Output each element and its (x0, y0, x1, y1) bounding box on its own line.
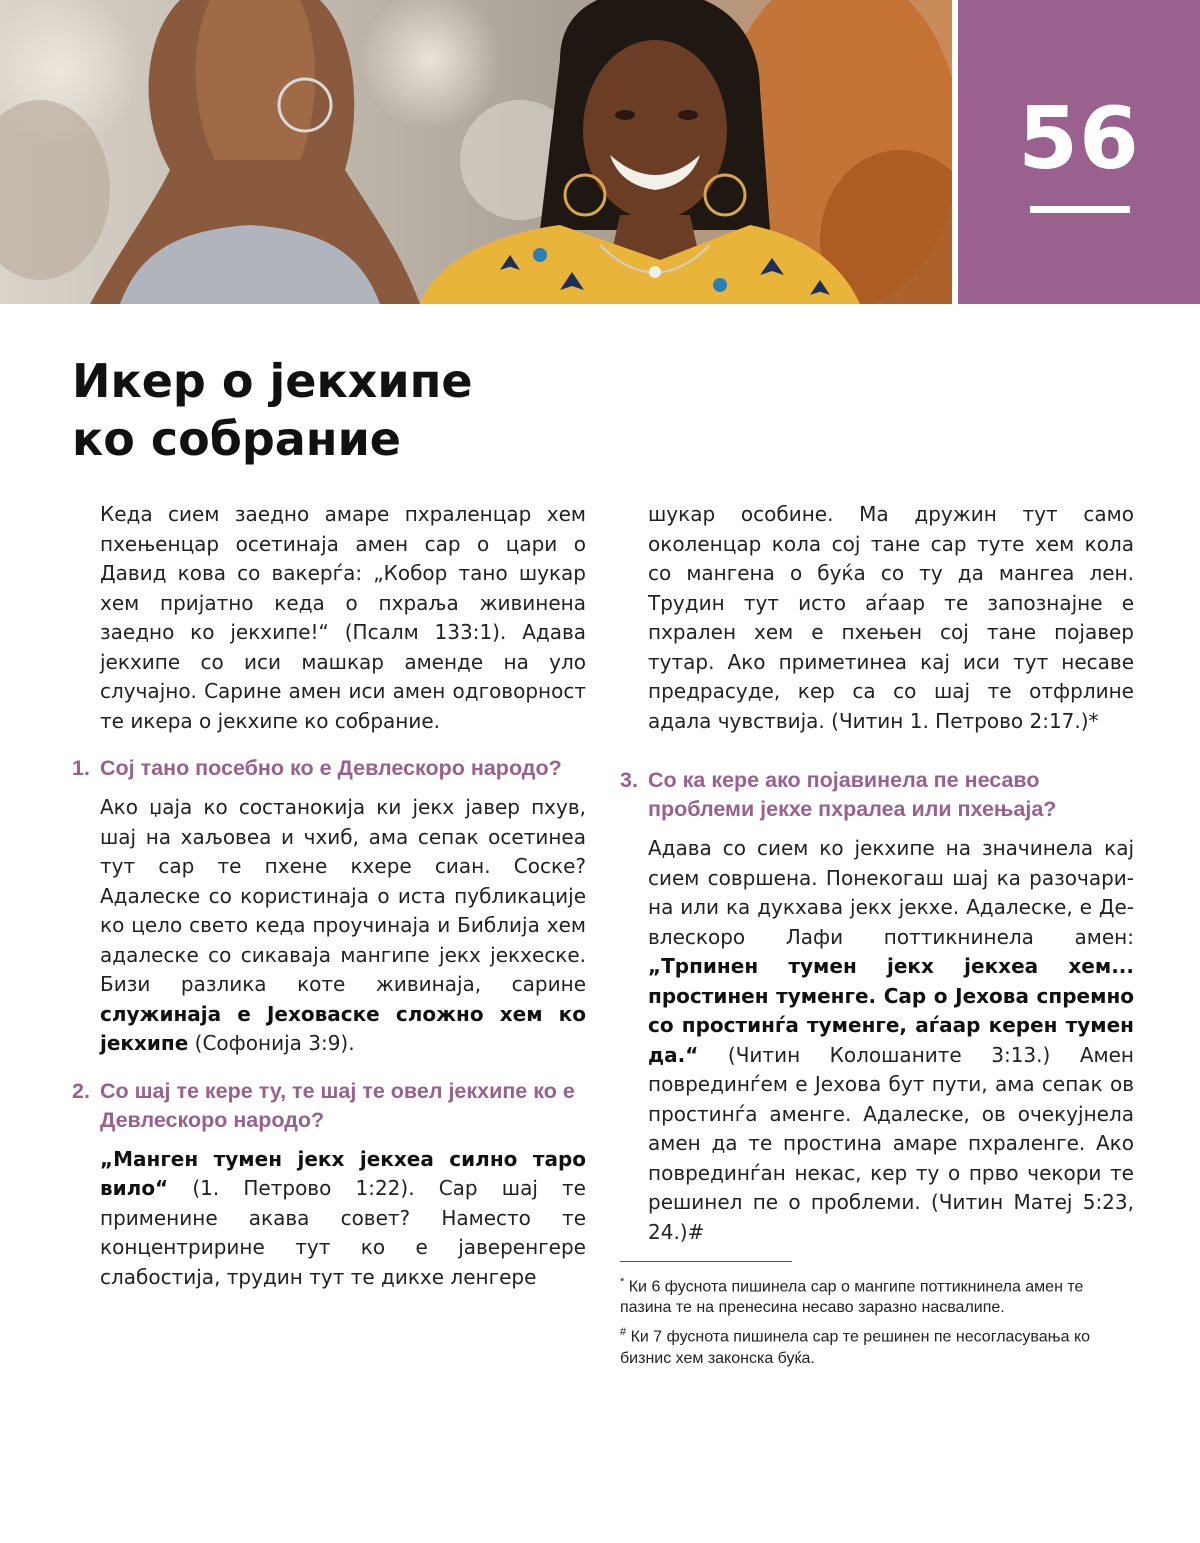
question-3-reference: (Читин Колошаните 3:13.) Амен поврединѓем е Јехова бут пути, ама сепак ов простинѓа аменге. Адалеске, ов очекујнела амен да те простина амаре пхраленге. Ако поврединѓан некас, кер ту о прво чекори те решинел пе о проблеми. (Читин Матеј 5:23, 24.)# (648, 1042, 1134, 1244)
intro-paragraph: Кеда сием заедно амаре пхраленцар хем пхењенцар осетинаја амен сар о цари о Давид кова со вакерѓа: „Кобор тано шукар хем пријатно кеда о пхраља живинена заедно ко јекхипе!“ (Псалм 133:1). Адава јекхипе со иси машкар аменде на уло случајно. Сарине амен иси амен одговорност те икера о јекхипе ко собрание. (100, 502, 586, 733)
question-1-title: Сој тано посебно ко е Девлескоро народо? (100, 756, 562, 780)
question-1-reference: (Софонија 3:9). (188, 1031, 355, 1055)
footnote-divider (620, 1261, 792, 1262)
question-3-answer (620, 834, 1134, 1247)
footnote-1 (620, 1272, 1134, 1318)
photo-illustration (0, 0, 952, 304)
question-1-number: 1. (72, 756, 90, 780)
footnote-2 (620, 1322, 1134, 1368)
question-1-text: Ако џаја ко состанокија ки јекх јавер пхув, шај на хаљовеа и чхиб, ама сепак осетинеа тут сар те пхене кхере сиан. Соске? Адалеске со користинаја о иста публикације ко цело свето кеда проучинаја и Библија хем адалеске со сикаваја мангипе јекх јекхеске. Бизи разлика коте живинаја, сарине (100, 795, 586, 996)
question-2-answer-continued: шукар особине. Ма дружин тут само околенцар кола сој тане сар туте хем кола со мангена о буќа со ту да мангеа лен. Трудин тут исто аѓаар те запознајне е пхрален хем е пхењен сој тане појавер тутар. Ако приметинеа кај иси тут несаве предрасуде, кер са со шај те отфрлине адала чувствија. (Читин 1. Петрово 2:17.)* (648, 502, 1134, 733)
question-3-text: Адава со сием ко јекхипе на значинела кај сием совршена. Понекогаш шај ка разочарина или ка дукхава јекх јекхе. Адалеске, е Девлескоро Лафи поттикнинела амен: (648, 836, 1134, 949)
question-2-title: Со шај те кере ту, те шај те овел јекхипе ко е Девлескоро народо? (100, 1078, 575, 1132)
page-title-line2: ко собрание (72, 412, 402, 466)
hero-photo (0, 0, 952, 304)
right-column-main (620, 752, 1134, 1373)
footnote-1-text: Ки 6 фуснота пишинела сар о мангипе поттикнинела амен те пазина те на пренесина несаво заразно насвалипе. (620, 1278, 1084, 1317)
page-title-line1: Икер о јекхипе (72, 354, 473, 408)
question-2-bold-text: „Манген тумен јекх јекхеа силно таро вило“ (100, 1146, 586, 1200)
question-1-heading (72, 754, 586, 783)
question-3-bold-text: „Трпинен тумен јекх јекхеа хем... простинен туменге. Сар о Јехова спремно со простинѓа туменге, аѓаар керен тумен да.“ (648, 954, 1134, 1067)
page-title (72, 352, 592, 468)
question-2-number: 2. (72, 1078, 90, 1103)
left-column (72, 500, 586, 1292)
footnote-2-text: Ки 7 фуснота пишинела сар те решинен пе несогласувања ко бизнис хем законска буќа. (620, 1328, 1091, 1367)
lesson-number: 56 (1018, 89, 1140, 189)
question-3-number: 3. (620, 768, 638, 792)
lesson-badge (958, 0, 1200, 304)
question-2-heading (72, 1077, 586, 1135)
question-3-title: Со ка кере ако појавинела пе несаво проблеми јекхе пхралеа или пхењаја? (648, 768, 1057, 821)
question-3-heading (620, 766, 1134, 824)
lesson-underline (1030, 206, 1130, 213)
footnote-1-mark: * (620, 1276, 625, 1288)
question-1-answer (72, 793, 586, 1059)
question-2-text: (1. Петрово 1:22). Сар шај те применине акава совет? Наместо те концентририне тут ко е јаверенгере слабостија, трудин тут те дикхе ленгере (100, 1176, 586, 1289)
question-2-answer (72, 1145, 586, 1293)
footnote-2-mark: # (620, 1326, 627, 1339)
question-1-bold-text: служинаја е Јеховаске сложно хем ко јекхипе (100, 1001, 586, 1055)
